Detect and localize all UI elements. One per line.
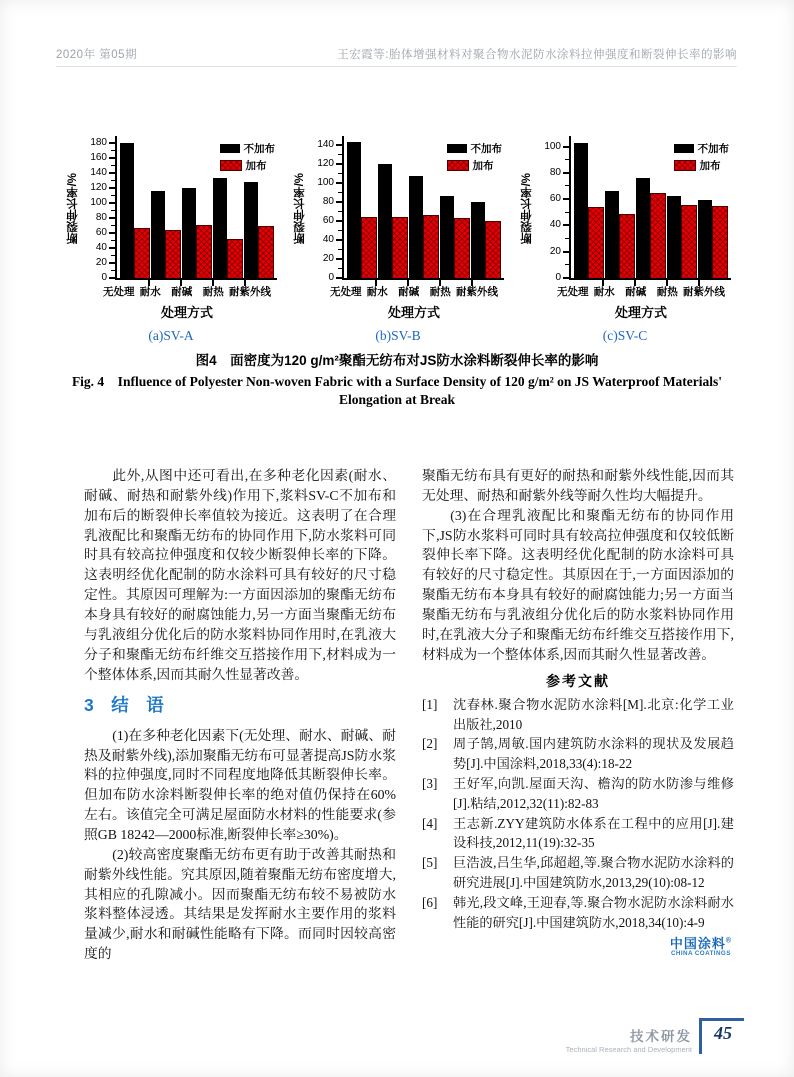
- y-tick-label: 20: [549, 245, 561, 257]
- y-tick-mark: [109, 202, 115, 204]
- y-minor-tick: [111, 240, 115, 241]
- x-tick-mark: [244, 280, 246, 286]
- bar-fabric: [619, 214, 635, 278]
- y-tick-label: 100: [90, 197, 107, 209]
- bar-nofabric: [667, 196, 681, 278]
- x-tick-mark: [148, 280, 150, 286]
- bar-fabric: [361, 217, 377, 278]
- y-tick-mark: [109, 247, 115, 249]
- legend-swatch-red: [220, 160, 242, 171]
- y-tick-mark: [109, 262, 115, 264]
- x-tick-mark: [666, 280, 668, 286]
- logo-trademark: ®: [725, 937, 732, 945]
- reference-item: [422, 774, 734, 814]
- x-tick-label: 无处理: [330, 286, 362, 298]
- reference-text: 沈春林.聚合物水泥防水涂料[M].北京:化学工业出版社,2010: [453, 696, 734, 732]
- bar-nofabric: [347, 142, 361, 278]
- y-tick-mark: [336, 201, 342, 203]
- legend-item: [447, 141, 503, 156]
- y-tick-mark: [336, 163, 342, 165]
- issue-label: 2020年 第05期: [56, 49, 138, 61]
- bar-group: [471, 202, 501, 278]
- y-tick-mark: [563, 277, 569, 279]
- y-tick-mark: [109, 277, 115, 279]
- y-tick-label: 140: [90, 167, 107, 179]
- bar-fabric: [165, 230, 181, 278]
- reference-number: [6]: [422, 894, 438, 910]
- chart-sv-b: [291, 136, 505, 344]
- legend-item: [447, 158, 503, 173]
- y-tick-label: 80: [95, 212, 107, 224]
- y-tick-mark: [336, 239, 342, 241]
- bar-fabric: [681, 205, 697, 278]
- y-tick-mark: [563, 172, 569, 174]
- chart-subcaption: (b)SV-B: [375, 328, 421, 343]
- bar-fabric: [258, 226, 274, 278]
- legend-swatch-black: [220, 144, 240, 153]
- chart-main: [65, 136, 277, 283]
- bar-group: [213, 178, 243, 278]
- figure-caption-en-line2: Elongation at Break: [338, 392, 455, 407]
- y-minor-tick: [111, 180, 115, 181]
- y-minor-tick: [338, 173, 342, 174]
- bar-nofabric: [471, 202, 485, 278]
- y-minor-tick: [565, 264, 569, 265]
- y-minor-tick: [338, 192, 342, 193]
- paragraph: (2)较高密度聚酯无纺布更有助于改善其耐热和耐紫外线性能。究其原因,随着聚酯无纺布密度增大,其相应的孔隙减小。因而聚酯无纺布较不易被防水浆料整体浸透。其结果是发挥耐水主要作用的浆料量减少,耐水和耐碱性能略有下降。而同时因较高密度的: [84, 846, 396, 962]
- reference-number: [1]: [422, 696, 438, 712]
- paragraph: 聚酯无纺布具有更好的耐热和耐紫外线性能,因而其无处理、耐热和耐紫外线等耐久性均大幅提升。: [422, 468, 734, 503]
- logo-text-cn: 中国涂料®: [669, 935, 732, 951]
- bar-fabric: [227, 239, 243, 278]
- left-column: [84, 466, 396, 964]
- x-tick-labels: [103, 284, 271, 299]
- x-tick-label: 耐热: [656, 286, 678, 298]
- legend-label: 加布: [245, 160, 267, 172]
- figure-charts-row: [64, 136, 732, 344]
- legend-label: 不加布: [697, 143, 729, 155]
- y-tick-label: 0: [328, 272, 334, 283]
- y-tick-label: 60: [95, 227, 107, 239]
- y-tick-label: 180: [90, 137, 107, 149]
- y-tick-label: 80: [322, 196, 334, 208]
- x-tick-label: 耐紫外线: [456, 286, 498, 298]
- y-minor-tick: [111, 210, 115, 211]
- figure-caption-cn: 图4 面密度为120 g/m²聚酯无纺布对JS防水涂料断裂伸长率的影响: [195, 353, 599, 368]
- x-tick-labels: [330, 284, 498, 299]
- bar-nofabric: [605, 191, 619, 278]
- y-tick-label: 40: [322, 234, 334, 246]
- x-tick-label: 耐水: [139, 286, 161, 298]
- reference-text: 王好军,向凯.屋面天沟、檐沟的防水防渗与维修[J].粘结,2012,32(11):82-83: [453, 775, 734, 811]
- y-tick-mark: [563, 146, 569, 148]
- y-tick-label: 100: [317, 177, 334, 189]
- section-heading-conclusion: 3 结 语: [84, 695, 164, 716]
- y-tick-mark: [109, 217, 115, 219]
- y-minor-tick: [338, 249, 342, 250]
- bar-group: [636, 178, 666, 278]
- x-axis-title: 处理方式: [614, 305, 667, 320]
- bar-nofabric: [409, 176, 423, 278]
- chart-sv-a: [64, 136, 278, 344]
- x-tick-label: 耐热: [202, 286, 224, 298]
- plot-area: [544, 136, 731, 283]
- bar-fabric: [196, 225, 212, 278]
- bar-group: [244, 182, 274, 278]
- y-tick-label: 120: [90, 182, 107, 194]
- legend-swatch-red: [674, 160, 696, 171]
- header-divider: [56, 66, 737, 67]
- page-footer: [566, 1018, 744, 1054]
- x-tick-label: 耐碱: [398, 286, 420, 298]
- y-tick-label: 120: [317, 158, 334, 170]
- bar-nofabric: [213, 178, 227, 278]
- y-tick-mark: [336, 220, 342, 222]
- reference-item: [422, 734, 734, 774]
- y-tick-label: 40: [95, 242, 107, 254]
- legend: [674, 141, 730, 175]
- y-tick-mark: [109, 157, 115, 159]
- y-tick-mark: [336, 144, 342, 146]
- legend-label: 加布: [699, 160, 721, 172]
- y-tick-mark: [336, 258, 342, 260]
- y-tick-label: 0: [555, 272, 561, 283]
- running-title: 王宏霞等:胎体增强材料对聚合物水泥防水涂料拉伸强度和断裂伸长率的影响: [337, 49, 737, 61]
- x-tick-label: 耐紫外线: [683, 286, 725, 298]
- chart-subcaption: (a)SV-A: [148, 328, 194, 343]
- reference-text: 周子鹄,周敏.国内建筑防水涂料的现状及发展趋势[J].中国涂料,2018,33(4):18-22: [453, 736, 734, 772]
- x-tick-mark: [407, 280, 409, 286]
- legend: [220, 141, 276, 175]
- legend-swatch-black: [674, 144, 694, 153]
- chart-subcaption: (c)SV-C: [602, 328, 648, 343]
- y-minor-tick: [111, 270, 115, 271]
- reference-item: [422, 814, 734, 854]
- y-tick-label: 140: [317, 139, 334, 151]
- y-minor-tick: [565, 212, 569, 213]
- x-axis-title: 处理方式: [160, 305, 213, 320]
- legend-label: 不加布: [470, 143, 502, 155]
- y-minor-tick: [111, 225, 115, 226]
- bar-fabric: [454, 218, 470, 278]
- body-columns: [84, 466, 734, 964]
- y-tick-label: 20: [322, 253, 334, 265]
- x-tick-mark: [634, 280, 636, 286]
- legend-swatch-red: [447, 160, 469, 171]
- legend-item: [674, 158, 730, 173]
- y-tick-mark: [336, 182, 342, 184]
- legend-item: [220, 158, 276, 173]
- y-tick-mark: [563, 224, 569, 226]
- journal-logo: [670, 937, 732, 958]
- x-tick-label: 耐水: [366, 286, 388, 298]
- y-tick-mark: [109, 172, 115, 174]
- bar-nofabric: [378, 164, 392, 278]
- legend-label: 不加布: [243, 143, 275, 155]
- paragraph: (1)在多种老化因素下(无处理、耐水、耐碱、耐热及耐紫外线),添加聚酯无纺布可显著提高JS防水浆料的拉伸强度,同时不同程度地降低其断裂伸长率。但加布防水涂料断裂伸长率的绝对值仍保持在60%左右。该值完全可满足屋面防水材料的性能要求(参照GB 18242—2000标准,断裂伸长率≥30%)。: [84, 727, 396, 842]
- legend-item: [220, 141, 276, 156]
- bar-nofabric: [120, 143, 134, 278]
- bar-group: [440, 196, 470, 278]
- bar-group: [605, 191, 635, 278]
- x-tick-mark: [439, 280, 441, 286]
- page-header: [56, 46, 737, 62]
- page-number-box: [699, 1018, 744, 1054]
- bar-fabric: [650, 193, 666, 278]
- y-minor-tick: [565, 159, 569, 160]
- bar-group: [182, 188, 212, 278]
- y-tick-mark: [109, 187, 115, 189]
- reference-item: [422, 893, 734, 933]
- x-tick-label: 耐碱: [625, 286, 647, 298]
- y-tick-label: 160: [90, 152, 107, 164]
- x-tick-labels: [557, 284, 725, 299]
- y-minor-tick: [338, 268, 342, 269]
- bar-nofabric: [636, 178, 650, 278]
- x-tick-label: 无处理: [557, 286, 589, 298]
- bar-nofabric: [151, 191, 165, 278]
- chart-main: [519, 136, 731, 283]
- y-tick-mark: [109, 232, 115, 234]
- bar-group: [698, 200, 728, 278]
- y-tick-label: 0: [101, 272, 107, 283]
- y-tick-label: 100: [544, 140, 561, 152]
- legend-label: 加布: [472, 160, 494, 172]
- bar-group: [120, 143, 150, 278]
- chart-main: [292, 136, 504, 283]
- bar-fabric: [392, 217, 408, 278]
- bar-fabric: [485, 221, 501, 278]
- y-tick-mark: [563, 251, 569, 253]
- y-minor-tick: [338, 211, 342, 212]
- paragraph: (3)在合理乳液配比和聚酯无纺布的协同作用下,JS防水浆料可同时具有较高拉伸强度和仅较低断裂伸长率下降。这表明经优化配制的防水涂料可具有较好的尺寸稳定性。其原因在于,一方面因添加的聚酯无纺布本身具有较好的耐腐蚀能力;另一方面当聚酯无纺布与乳液组分优化后的防水浆料协同作用时,在乳液大分子和聚酯无纺布纤维交互搭接作用下,材料成为一个整体体系,因而其耐久性显著改善。: [422, 507, 734, 662]
- reference-text: 韩光,段文峰,王迎春,等.聚合物水泥防水涂料耐水性能的研究[J].中国建筑防水,2018,34(10):4-9: [453, 894, 734, 930]
- y-tick-label: 20: [95, 257, 107, 269]
- y-minor-tick: [111, 195, 115, 196]
- bar-nofabric: [698, 200, 712, 278]
- x-tick-label: 耐水: [593, 286, 615, 298]
- footer-section-en: Technical Research and Development: [565, 1045, 692, 1054]
- x-tick-label: 无处理: [103, 286, 135, 298]
- bar-group: [151, 191, 181, 278]
- footer-section: [566, 1018, 692, 1054]
- y-axis-label: 断裂伸长率/%: [67, 172, 79, 244]
- plot-region: [544, 136, 731, 283]
- bar-nofabric: [574, 143, 588, 278]
- y-tick-label: 60: [549, 193, 561, 205]
- bar-group: [409, 176, 439, 278]
- reference-text: 巨浩波,吕生华,邱超超,等.聚合物水泥防水涂料的研究进展[J].中国建筑防水,2013,29(10):08-12: [453, 855, 734, 890]
- bar-group: [378, 164, 408, 278]
- y-tick-label: 80: [549, 166, 561, 178]
- x-tick-mark: [471, 280, 473, 286]
- bar-group: [347, 142, 377, 278]
- y-tick-label: 60: [322, 215, 334, 227]
- bar-nofabric: [244, 182, 258, 278]
- bar-group: [667, 196, 697, 278]
- paragraph: 此外,从图中还可看出,在多种老化因素(耐水、耐碱、耐热和耐紫外线)作用下,浆料SV-C不加布和加布后的断裂伸长率值较为接近。这表明了在合理乳液配比和聚酯无纺布的协同作用下,防水浆料可同时具有较高拉伸强度和仅较少断裂伸长率的下降。这表明经优化配制的防水涂料可具有较好的尺寸稳定性。其原因可理解为:一方面因添加的聚酯无纺布本身具有较好的耐腐蚀能力,另一方面当聚酯无纺布与乳液组分优化后的防水浆料协同作用时,在乳液大分子和聚酯无纺布纤维交互搭接作用下,材料成为一个整体体系,因而其耐久性显著改善。: [84, 468, 396, 682]
- bar-fabric: [423, 215, 439, 278]
- x-tick-label: 耐热: [429, 286, 451, 298]
- y-minor-tick: [111, 150, 115, 151]
- reference-number: [2]: [422, 736, 438, 752]
- x-tick-mark: [698, 280, 700, 286]
- reference-text: 王志新.ZYY建筑防水体系在工程中的应用[J].建设科技,2012,11(19):32-35: [453, 815, 734, 851]
- legend-swatch-black: [447, 144, 467, 153]
- x-tick-mark: [180, 280, 182, 286]
- y-minor-tick: [565, 238, 569, 239]
- y-minor-tick: [565, 185, 569, 186]
- right-column: [422, 466, 734, 964]
- x-tick-label: 耐碱: [171, 286, 193, 298]
- chart-sv-c: [518, 136, 732, 344]
- plot-area: [90, 136, 277, 283]
- y-axis-label: 断裂伸长率/%: [521, 172, 533, 244]
- plot-area: [317, 136, 504, 283]
- bar-fabric: [712, 206, 728, 278]
- y-minor-tick: [338, 154, 342, 155]
- reference-item: [422, 853, 734, 893]
- x-tick-mark: [602, 280, 604, 286]
- reference-item: [422, 695, 734, 735]
- reference-number: [4]: [422, 815, 438, 831]
- x-axis-title: 处理方式: [387, 305, 440, 320]
- x-tick-mark: [212, 280, 214, 286]
- plot-region: [90, 136, 277, 283]
- legend-item: [674, 141, 730, 156]
- y-tick-mark: [563, 198, 569, 200]
- plot-region: [317, 136, 504, 283]
- legend: [447, 141, 503, 175]
- x-tick-label: 耐紫外线: [229, 286, 271, 298]
- references-heading: 参考文献: [546, 672, 610, 689]
- bar-fabric: [588, 207, 604, 278]
- reference-number: [3]: [422, 775, 438, 791]
- reference-number: [5]: [422, 855, 438, 871]
- bar-nofabric: [440, 196, 454, 278]
- references-list: [422, 695, 734, 933]
- y-tick-mark: [336, 277, 342, 279]
- footer-section-cn: 技术研发: [630, 1029, 692, 1044]
- bar-nofabric: [182, 188, 196, 278]
- bar-fabric: [134, 228, 150, 278]
- y-minor-tick: [111, 255, 115, 256]
- page-number: 45: [714, 1023, 732, 1043]
- y-minor-tick: [338, 230, 342, 231]
- bar-group: [574, 143, 604, 278]
- y-axis-label: 断裂伸长率/%: [294, 172, 306, 244]
- logo-text-en: CHINA COATINGS: [670, 950, 731, 958]
- figure-caption-en-line1: Fig. 4 Influence of Polyester Non-woven Fabric with a Surface Density of 120 g/m² on JS Waterproof Materials': [71, 374, 723, 389]
- y-minor-tick: [111, 165, 115, 166]
- y-tick-mark: [109, 142, 115, 144]
- x-tick-mark: [375, 280, 377, 286]
- y-tick-label: 40: [549, 219, 561, 231]
